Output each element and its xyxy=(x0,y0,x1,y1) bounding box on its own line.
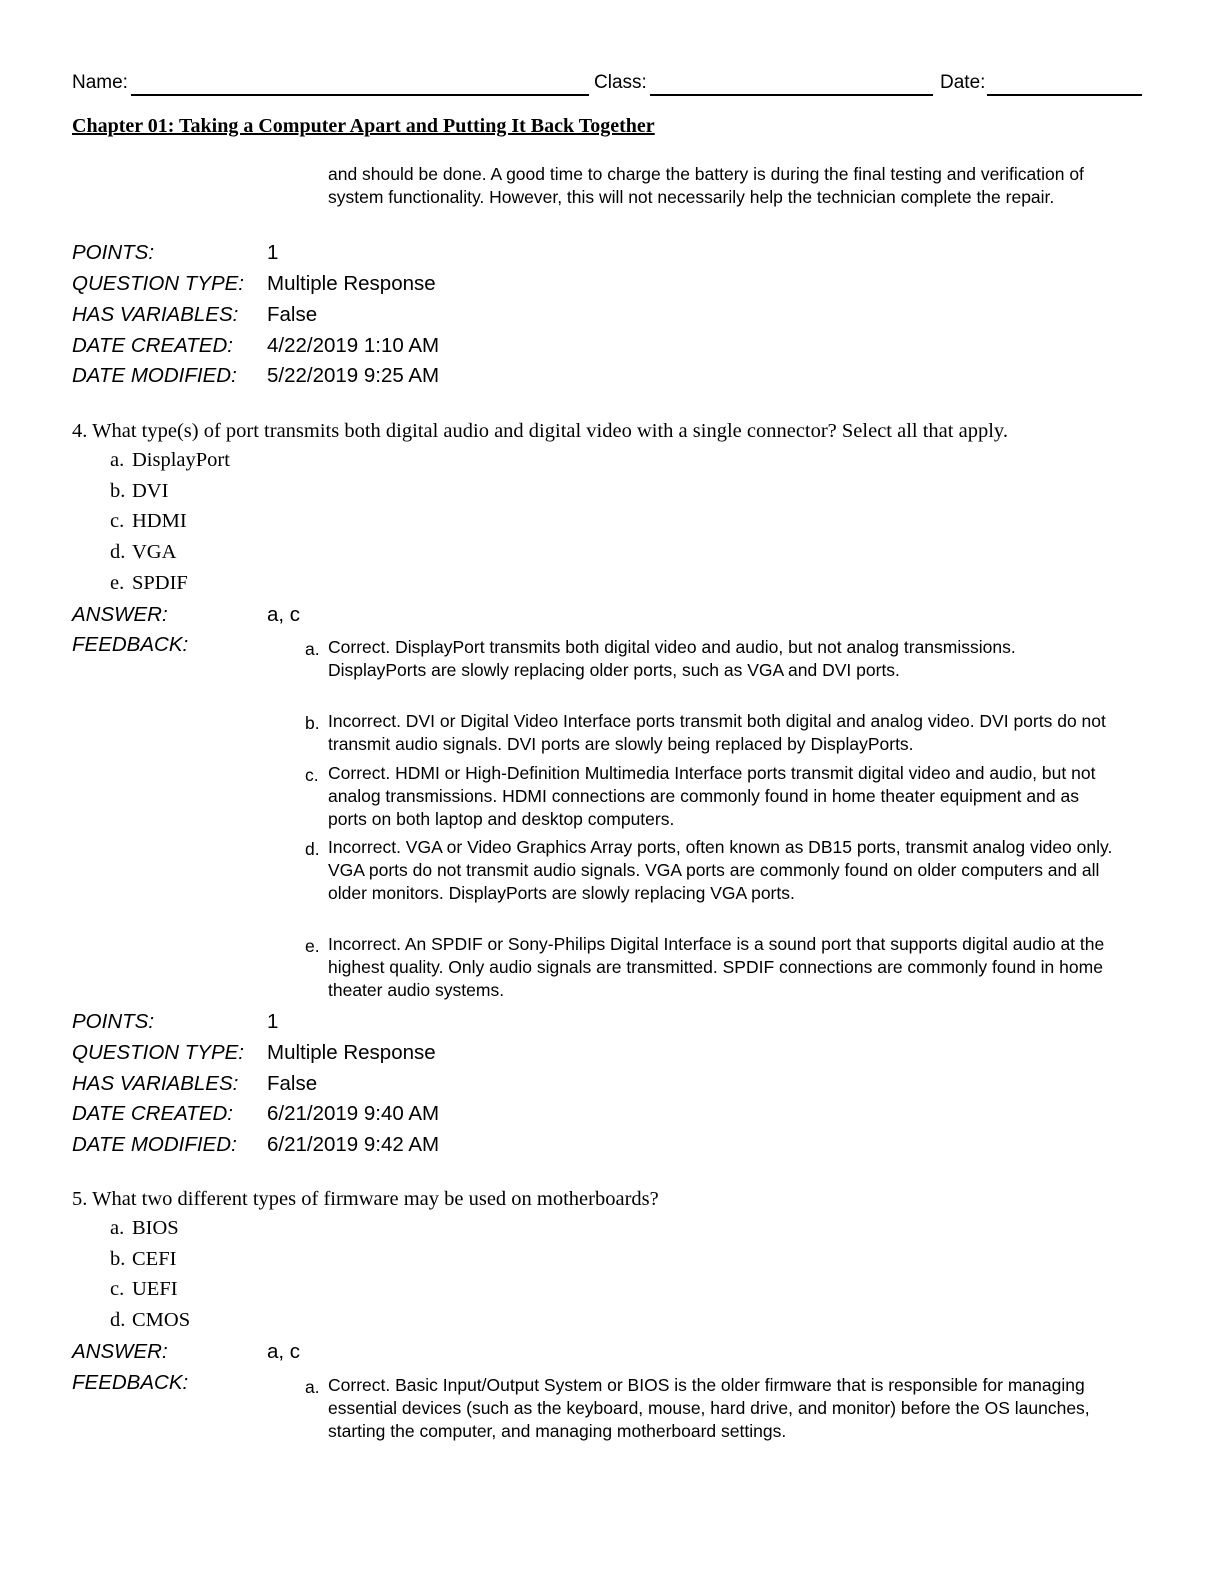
points-value: 1 xyxy=(267,241,279,264)
date-created-label: DATE CREATED: xyxy=(72,334,233,357)
choice-letter: e. xyxy=(110,572,125,594)
choice-letter: b. xyxy=(110,480,126,502)
choice-letter: c. xyxy=(110,1278,125,1300)
q5-choice-a xyxy=(110,1217,179,1240)
question-5-text: 5. What two different types of firmware may be used on motherboards? xyxy=(72,1188,659,1210)
chapter-title: Chapter 01: Taking a Computer Apart and Putting It Back Together xyxy=(72,115,655,137)
name-label: Name: xyxy=(72,72,128,93)
q5-answer-value: a, c xyxy=(267,1340,301,1363)
q4-choice-b xyxy=(110,480,168,503)
feedback-label: FEEDBACK: xyxy=(72,633,189,656)
date-modified-value: 6/21/2019 9:42 AM xyxy=(267,1133,440,1156)
points-label: POINTS: xyxy=(72,1010,155,1033)
continuation-feedback-text: and should be done. A good time to charge the battery is during the final testing and verification of system functionality. However, this will not necessarily help the technician complete the repair. xyxy=(328,164,1084,207)
choice-text: DisplayPort xyxy=(132,449,230,471)
date-blank-line xyxy=(987,94,1142,96)
feedback-text: Incorrect. DVI or Digital Video Interface ports transmit both digital and analog video. DVI ports do not transmit audio signals. DVI ports are slowly being replaced by DisplayPorts. xyxy=(328,711,1106,754)
has-variables-value: False xyxy=(267,1072,318,1095)
feedback-letter: b. xyxy=(305,713,320,733)
choice-letter: a. xyxy=(110,449,125,471)
answer-label: ANSWER: xyxy=(72,603,168,626)
has-variables-value: False xyxy=(267,303,318,326)
feedback-text: Correct. DisplayPort transmits both digital video and audio, but not analog transmissions. DisplayPorts are slowly replacing older ports, such as VGA and DVI ports. xyxy=(328,637,1016,680)
q4-choice-c xyxy=(110,510,187,533)
feedback-letter: a. xyxy=(305,639,320,659)
q5-choice-b xyxy=(110,1248,176,1271)
has-variables-label: HAS VARIABLES: xyxy=(72,1072,239,1095)
q4-choice-a xyxy=(110,449,230,472)
date-created-value: 4/22/2019 1:10 AM xyxy=(267,334,440,357)
choice-letter: c. xyxy=(110,510,125,532)
choice-letter: a. xyxy=(110,1217,125,1239)
choice-text: HDMI xyxy=(132,510,187,532)
choice-text: CMOS xyxy=(132,1309,191,1331)
date-modified-label: DATE MODIFIED: xyxy=(72,1133,237,1156)
feedback-letter: c. xyxy=(305,765,319,785)
feedback-text: Correct. Basic Input/Output System or BIOS is the older firmware that is responsible for managing essential devices (such as the keyboard, mouse, hard drive, and monitor) before the OS launches, starting the computer, and managing motherboard settings. xyxy=(328,1375,1090,1441)
feedback-text: Incorrect. VGA or Video Graphics Array ports, often known as DB15 ports, transmit analog video only. VGA ports do not transmit audio signals. VGA ports are commonly found on older computers and all older monitors. DisplayPorts are slowly replacing VGA ports. xyxy=(328,837,1113,903)
feedback-text: Correct. HDMI or High-Definition Multimedia Interface ports transmit digital video and audio, but not analog transmissions. HDMI connections are commonly found in home theater equipment and as ports on both laptop and desktop computers. xyxy=(328,763,1096,829)
class-label: Class: xyxy=(594,72,647,93)
feedback-text: Incorrect. An SPDIF or Sony-Philips Digital Interface is a sound port that supports digital audio at the highest quality. Only audio signals are transmitted. SPDIF connections are commonly found in home theater audio systems. xyxy=(328,934,1105,1000)
date-modified-label: DATE MODIFIED: xyxy=(72,364,237,387)
q4-answer-value: a, c xyxy=(267,603,301,626)
question-4-text: 4. What type(s) of port transmits both digital audio and digital video with a single connector? Select all that apply. xyxy=(72,420,1008,442)
choice-letter: d. xyxy=(110,1309,126,1331)
question-type-value: Multiple Response xyxy=(267,1041,436,1064)
choice-text: BIOS xyxy=(132,1217,179,1239)
choice-text: SPDIF xyxy=(132,572,188,594)
feedback-label: FEEDBACK: xyxy=(72,1371,189,1394)
choice-text: VGA xyxy=(132,541,177,563)
points-label: POINTS: xyxy=(72,241,155,264)
choice-text: CEFI xyxy=(132,1248,177,1270)
choice-letter: b. xyxy=(110,1248,126,1270)
choice-text: UEFI xyxy=(132,1278,178,1300)
date-created-value: 6/21/2019 9:40 AM xyxy=(267,1102,440,1125)
class-blank-line xyxy=(650,94,933,96)
choice-text: DVI xyxy=(132,480,169,502)
date-modified-value: 5/22/2019 9:25 AM xyxy=(267,364,440,387)
q5-choice-c xyxy=(110,1278,178,1301)
question-type-value: Multiple Response xyxy=(267,272,436,295)
question-type-label: QUESTION TYPE: xyxy=(72,272,244,295)
feedback-letter: a. xyxy=(305,1377,320,1397)
answer-label: ANSWER: xyxy=(72,1340,168,1363)
q5-choice-d xyxy=(110,1309,190,1332)
name-blank-line xyxy=(131,94,589,96)
q4-choice-d xyxy=(110,541,176,564)
choice-letter: d. xyxy=(110,541,126,563)
date-created-label: DATE CREATED: xyxy=(72,1102,233,1125)
date-label: Date: xyxy=(940,72,986,93)
question-type-label: QUESTION TYPE: xyxy=(72,1041,244,1064)
q4-choice-e xyxy=(110,572,188,595)
has-variables-label: HAS VARIABLES: xyxy=(72,303,239,326)
feedback-letter: e. xyxy=(305,936,320,956)
feedback-letter: d. xyxy=(305,839,320,859)
points-value: 1 xyxy=(267,1010,279,1033)
